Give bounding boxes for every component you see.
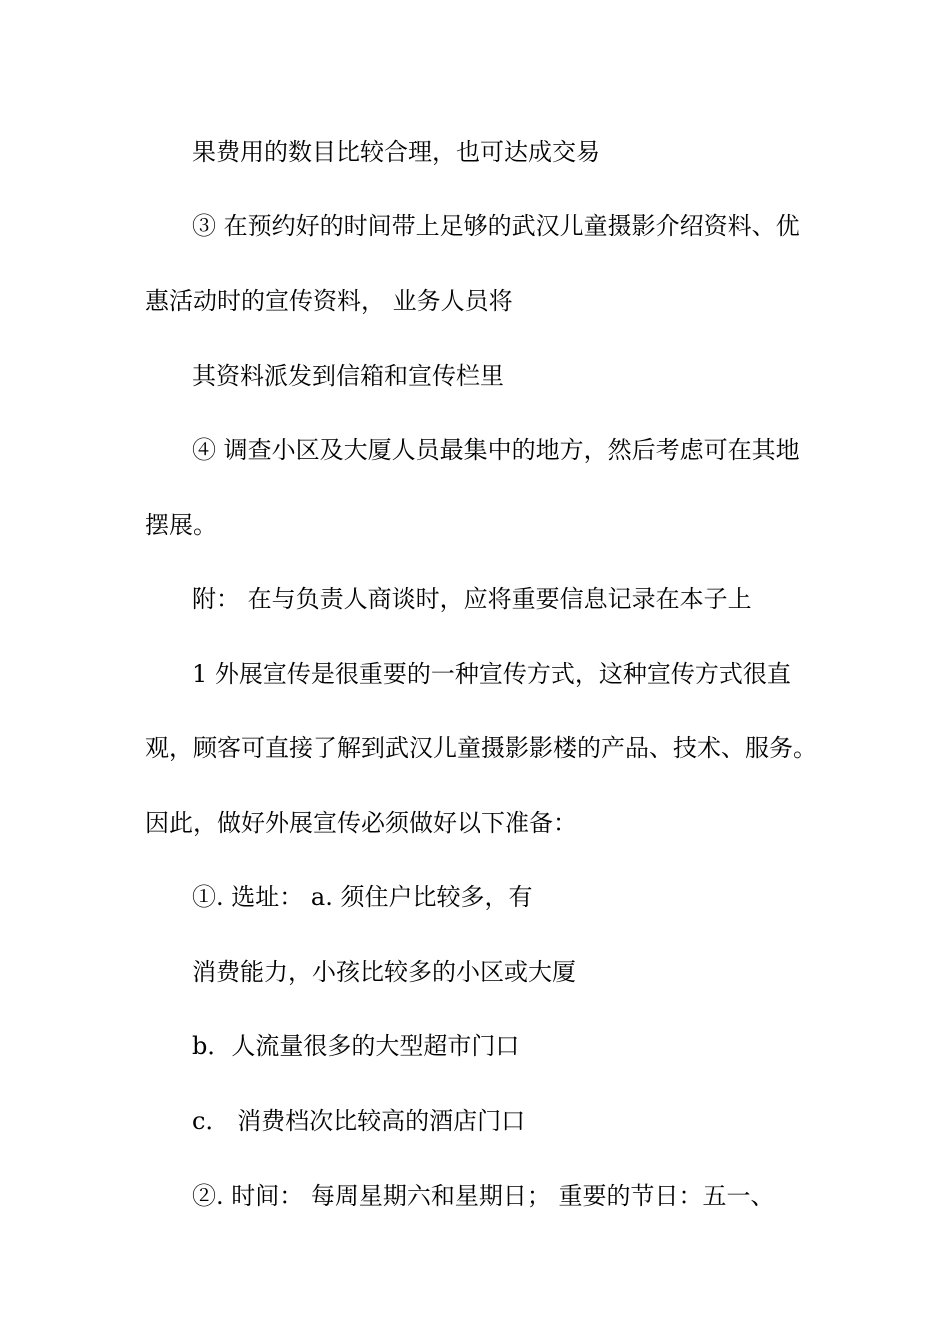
text-line: 因此，做好外展宣传必须做好以下准备： bbox=[145, 809, 577, 837]
text-line: b．人流量很多的大型超市门口 bbox=[192, 1032, 520, 1060]
text-line: 惠活动时的宣传资料， 业务人员将 bbox=[145, 287, 513, 315]
text-line: 附： 在与负责人商谈时，应将重要信息记录在本子上 bbox=[192, 585, 752, 613]
text-line: ①. 选址： a. 须住户比较多，有 bbox=[192, 883, 533, 911]
text-line: 消费能力，小孩比较多的小区或大厦 bbox=[192, 958, 576, 986]
text-line: 摆展。 bbox=[145, 511, 217, 539]
text-line: ③ 在预约好的时间带上足够的武汉儿童摄影介绍资料、优 bbox=[192, 212, 800, 240]
text-line: 果费用的数目比较合理，也可达成交易 bbox=[192, 138, 600, 166]
text-line: 1 外展宣传是很重要的一种宣传方式，这种宣传方式很直 bbox=[192, 660, 791, 688]
text-line: ②. 时间： 每周星期六和星期日； 重要的节日：五一、 bbox=[192, 1182, 775, 1210]
text-line: ④ 调查小区及大厦人员最集中的地方，然后考虑可在其地 bbox=[192, 436, 800, 464]
text-line: 观，顾客可直接了解到武汉儿童摄影影楼的产品、技术、服务。 bbox=[145, 734, 817, 762]
text-line: c． 消费档次比较高的酒店门口 bbox=[192, 1107, 526, 1135]
text-line: 其资料派发到信箱和宣传栏里 bbox=[192, 362, 504, 390]
